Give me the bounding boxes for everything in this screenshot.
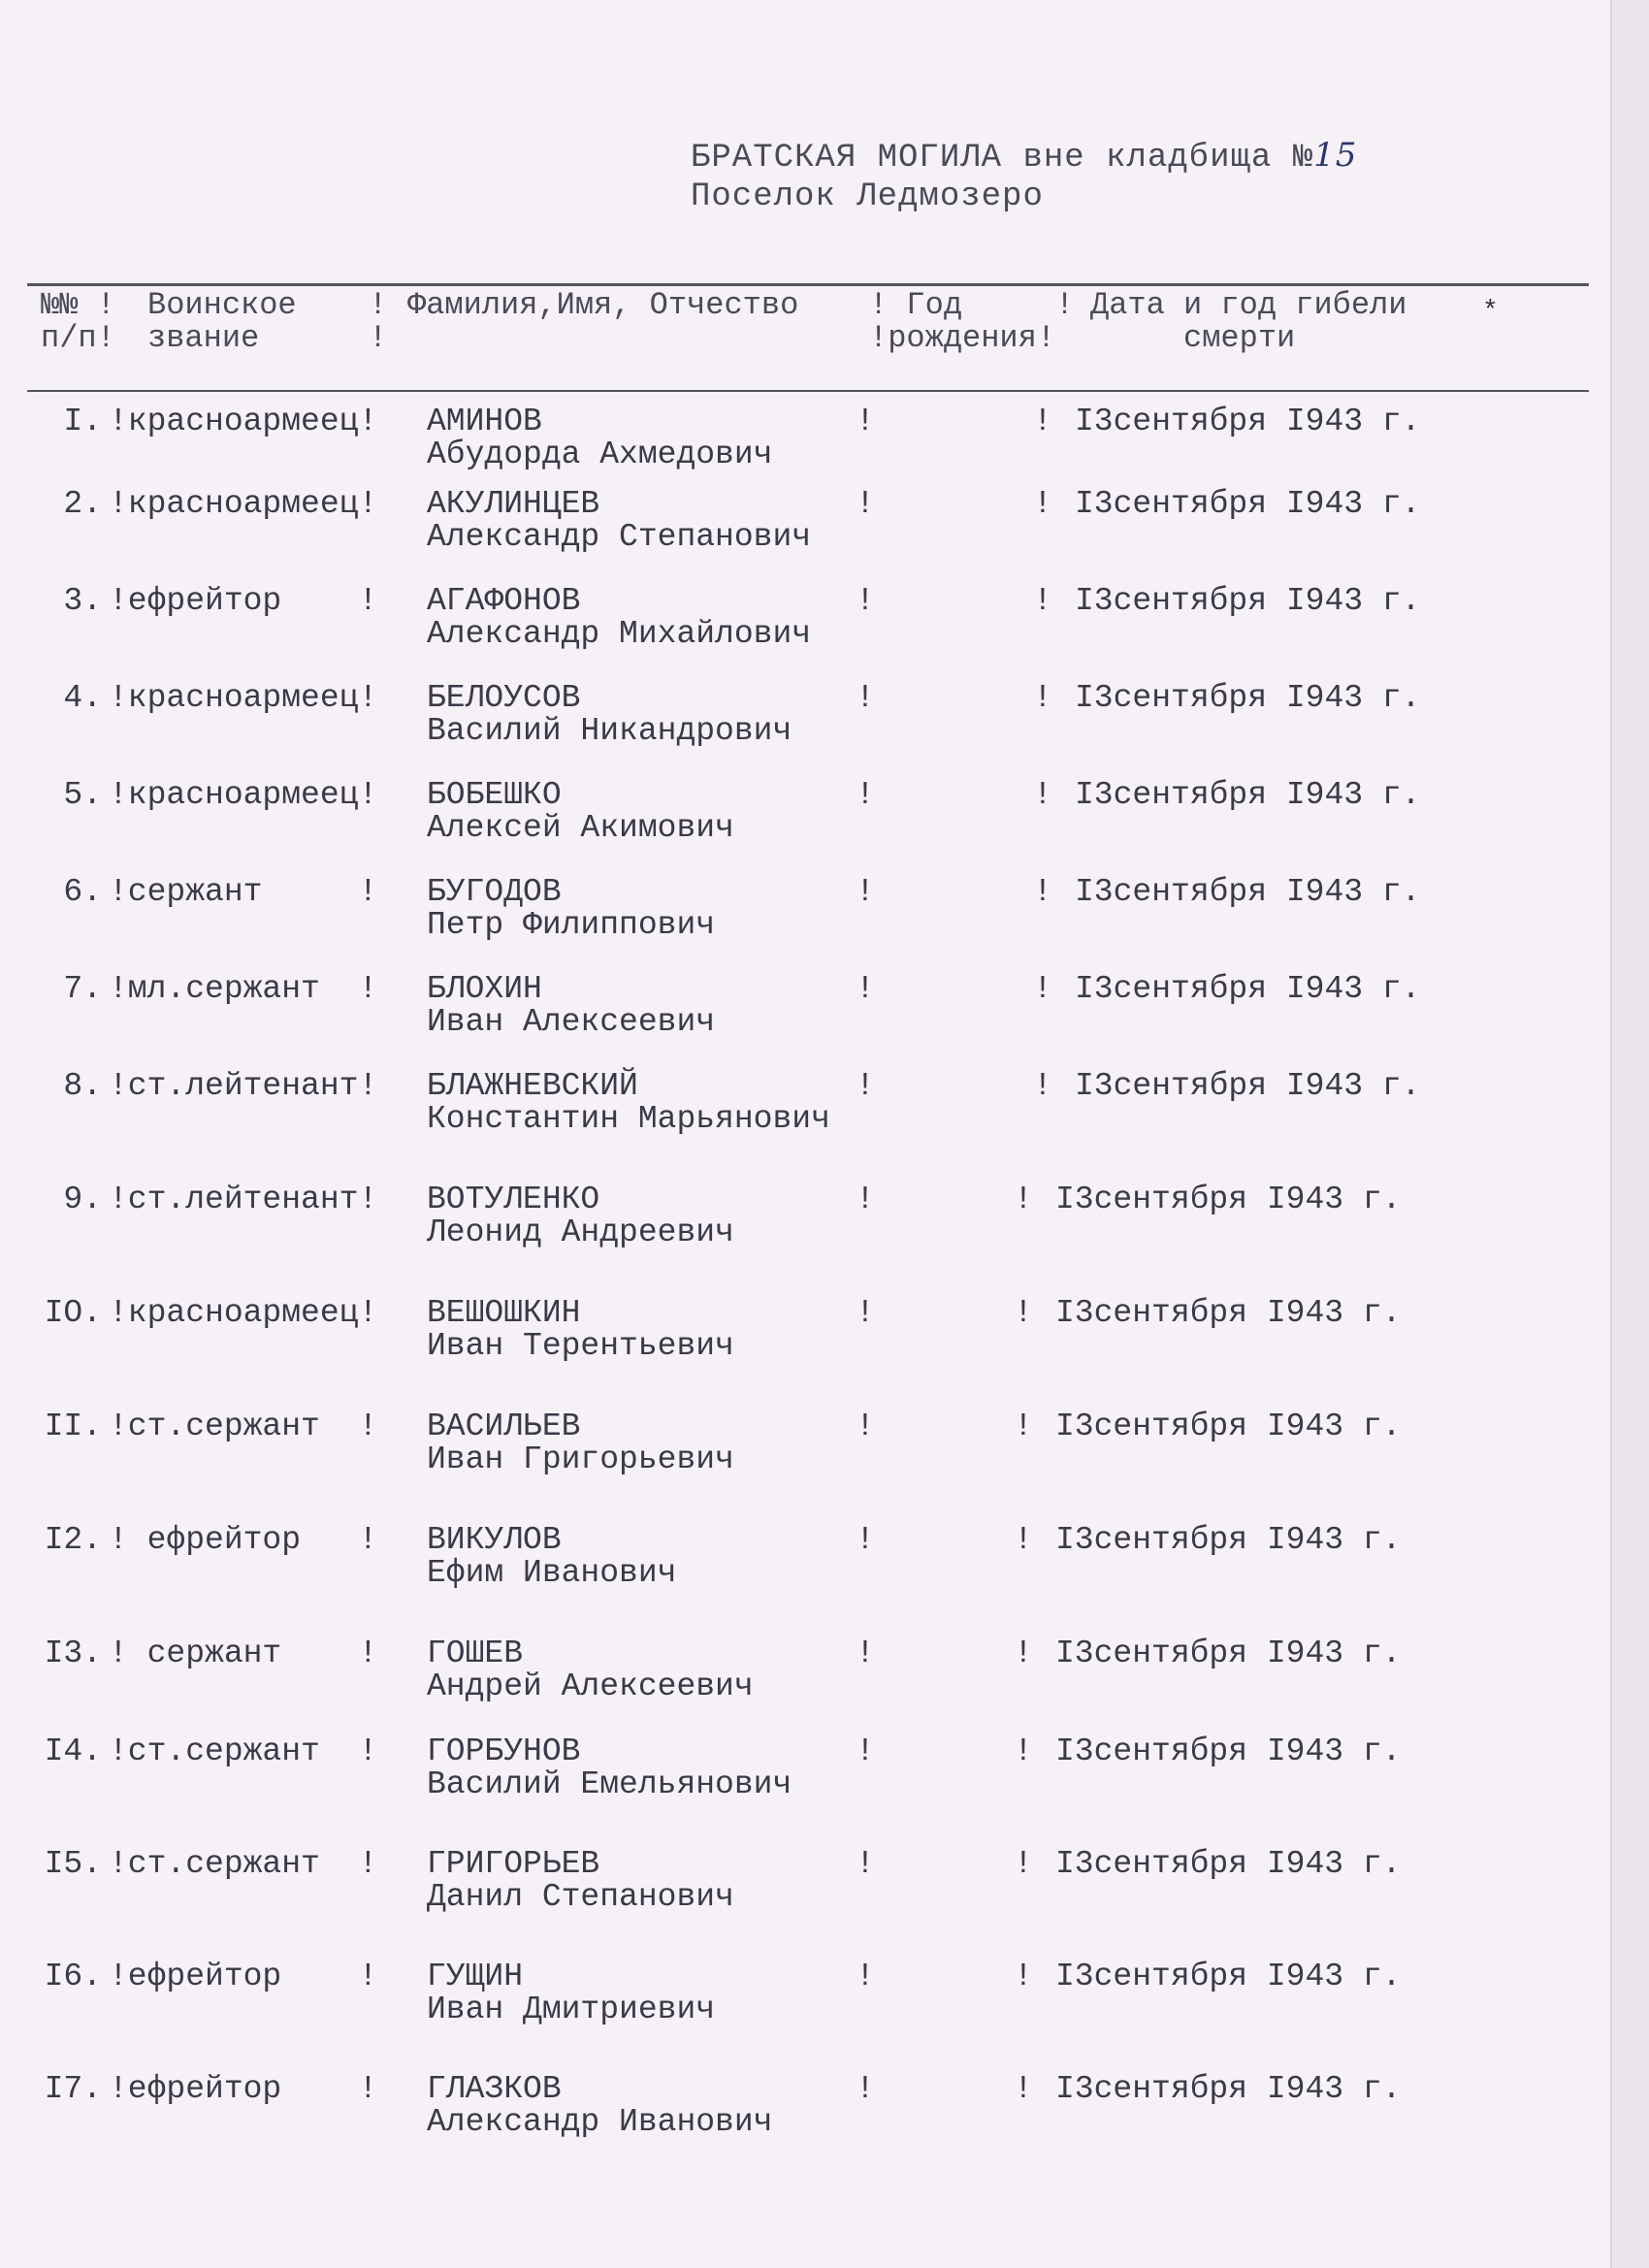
header-death-date: Дата и год гибели смерти: [1090, 287, 1407, 356]
row-given-names: Константин Марьянович: [427, 1101, 830, 1137]
header-bottom-rule: [27, 390, 1589, 392]
column-separator: !: [856, 777, 875, 813]
table-row: [0, 1410, 1610, 1498]
column-separator: !: [1033, 971, 1052, 1007]
column-separator: !: [856, 1182, 875, 1217]
row-surname: АМИНОВ: [427, 404, 542, 439]
margin-mark: *: [1482, 297, 1499, 327]
column-separator: !: [856, 680, 875, 716]
row-number: IO.: [44, 1295, 102, 1331]
row-surname: ВЕШОШКИН: [427, 1295, 581, 1331]
row-surname: ГЛАЗКОВ: [427, 2071, 562, 2107]
row-surname: ГОРБУНОВ: [427, 1733, 581, 1769]
row-number: I.: [63, 404, 102, 439]
table-row: [0, 876, 1610, 963]
header-full-name: Фамилия,Имя, Отчество: [407, 287, 799, 323]
scanner-edge: [1610, 0, 1649, 2268]
row-surname: БЛАЖНЕВСКИЙ: [427, 1068, 638, 1104]
column-separator: !: [1033, 874, 1052, 910]
row-rank: !ст.сержант !: [109, 1409, 378, 1444]
row-number: I7.: [44, 2071, 102, 2107]
row-given-names: Василий Никандрович: [427, 713, 792, 749]
row-surname: БУГОДОВ: [427, 874, 562, 910]
row-number: II.: [44, 1409, 102, 1444]
row-death-date: I3сентября I943 г.: [1075, 583, 1421, 619]
column-separator: !: [856, 1959, 875, 1994]
row-number: 8.: [63, 1068, 102, 1104]
row-given-names: Андрей Алексеевич: [427, 1669, 754, 1704]
column-separator: !: [1014, 1636, 1033, 1671]
row-death-date: I3сентября I943 г.: [1075, 777, 1421, 813]
column-separator: !: [1014, 2071, 1033, 2107]
column-separator: !: [856, 2071, 875, 2107]
row-rank: !ст.лейтенант!: [109, 1182, 378, 1217]
column-separator: !: [1014, 1846, 1033, 1882]
title-line-2: Поселок Ледмозеро: [691, 178, 1044, 215]
row-death-date: I3сентября I943 г.: [1075, 971, 1421, 1007]
column-separator: !: [1014, 1409, 1033, 1444]
row-rank: !ефрейтор !: [109, 2071, 378, 2107]
document-title: [691, 136, 1357, 216]
row-rank: !красноармеец!: [109, 1295, 378, 1331]
column-separator: !: [856, 1295, 875, 1331]
row-rank: !красноармеец!: [109, 404, 378, 439]
column-separator: !: [1033, 404, 1052, 439]
row-death-date: I3сентября I943 г.: [1075, 1068, 1421, 1104]
row-surname: БЕЛОУСОВ: [427, 680, 581, 716]
table-row: [0, 585, 1610, 672]
row-surname: ГУЩИН: [427, 1959, 524, 1994]
column-separator: !: [856, 1846, 875, 1882]
column-separator: !: [856, 1068, 875, 1104]
row-surname: АКУЛИНЦЕВ: [427, 486, 600, 522]
row-rank: !ефрейтор !: [109, 583, 378, 619]
table-row: [0, 1848, 1610, 1935]
row-number: I2.: [44, 1522, 102, 1558]
row-surname: ГОШЕВ: [427, 1636, 524, 1671]
column-separator: !: [856, 486, 875, 522]
table-row: [0, 1183, 1610, 1271]
row-rank: !ст.сержант !: [109, 1846, 378, 1882]
row-given-names: Иван Алексеевич: [427, 1004, 716, 1040]
header-top-rule: [27, 283, 1589, 286]
row-rank: !мл.сержант !: [109, 971, 378, 1007]
row-number: I5.: [44, 1846, 102, 1882]
row-surname: ВОТУЛЕНКО: [427, 1182, 600, 1217]
row-surname: ГРИГОРЬЕВ: [427, 1846, 600, 1882]
column-separator: !: [856, 1733, 875, 1769]
column-separator: !: [1033, 1068, 1052, 1104]
column-separator: !: [856, 583, 875, 619]
header-rank: Воинское звание: [147, 287, 297, 356]
row-death-date: I3сентября I943 г.: [1075, 404, 1421, 439]
column-separator: !: [1033, 583, 1052, 619]
row-given-names: Леонид Андреевич: [427, 1215, 734, 1250]
table-row: [0, 1637, 1610, 1725]
row-surname: АГАФОНОВ: [427, 583, 581, 619]
row-given-names: Иван Григорьевич: [427, 1442, 734, 1477]
row-number: 9.: [63, 1182, 102, 1217]
row-surname: БЛОХИН: [427, 971, 542, 1007]
row-number: 7.: [63, 971, 102, 1007]
table-row: [0, 1960, 1610, 2048]
row-death-date: I3сентября I943 г.: [1055, 1846, 1402, 1882]
row-number: I3.: [44, 1636, 102, 1671]
row-death-date: I3сентября I943 г.: [1055, 1959, 1402, 1994]
row-death-date: I3сентября I943 г.: [1055, 2071, 1402, 2107]
row-surname: БОБЕШКО: [427, 777, 562, 813]
row-death-date: I3сентября I943 г.: [1075, 680, 1421, 716]
row-given-names: Василий Емельянович: [427, 1766, 792, 1802]
title-line-1: БРАТСКАЯ МОГИЛА вне кладбища №: [691, 140, 1314, 177]
column-separator: !: [856, 1409, 875, 1444]
column-separator: !: [1033, 486, 1052, 522]
row-given-names: Ефим Иванович: [427, 1555, 677, 1591]
column-separator: !: [856, 1522, 875, 1558]
row-given-names: Александр Михайлович: [427, 616, 812, 652]
row-rank: !ст.сержант !: [109, 1733, 378, 1769]
column-separator: !: [1014, 1733, 1033, 1769]
row-rank: ! ефрейтор !: [109, 1522, 378, 1558]
row-death-date: I3сентября I943 г.: [1055, 1182, 1402, 1217]
row-given-names: Петр Филиппович: [427, 907, 716, 943]
column-separator: !: [856, 404, 875, 439]
row-given-names: Абудорда Ахмедович: [427, 437, 773, 472]
table-row: [0, 1297, 1610, 1384]
row-number: 2.: [63, 486, 102, 522]
row-number: I6.: [44, 1959, 102, 1994]
row-death-date: I3сентября I943 г.: [1075, 874, 1421, 910]
row-rank: !сержант !: [109, 874, 378, 910]
row-given-names: Иван Терентьевич: [427, 1328, 734, 1364]
table-row: [0, 2073, 1610, 2160]
row-given-names: Алексей Акимович: [427, 810, 734, 846]
table-row: [0, 1070, 1610, 1157]
row-surname: ВАСИЛЬЕВ: [427, 1409, 581, 1444]
row-death-date: I3сентября I943 г.: [1055, 1636, 1402, 1671]
row-death-date: I3сентября I943 г.: [1075, 486, 1421, 522]
row-number: 5.: [63, 777, 102, 813]
column-separator: !: [1014, 1522, 1033, 1558]
row-given-names: Александр Степанович: [427, 519, 812, 555]
row-rank: !ефрейтор !: [109, 1959, 378, 1994]
row-given-names: Александр Иванович: [427, 2104, 773, 2140]
row-rank: !красноармеец!: [109, 680, 378, 716]
table-row: [0, 973, 1610, 1060]
header-number: №№ ! п/п!: [41, 287, 115, 356]
row-death-date: I3сентября I943 г.: [1055, 1733, 1402, 1769]
row-given-names: Данил Степанович: [427, 1879, 734, 1915]
row-number: I4.: [44, 1733, 102, 1769]
header-separator-2: !: [1055, 287, 1075, 323]
table-row: [0, 779, 1610, 866]
row-rank: ! сержант !: [109, 1636, 378, 1671]
handwritten-grave-number: 15: [1313, 136, 1358, 175]
row-surname: ВИКУЛОВ: [427, 1522, 562, 1558]
column-separator: !: [1014, 1295, 1033, 1331]
row-number: 4.: [63, 680, 102, 716]
row-rank: !красноармеец!: [109, 486, 378, 522]
row-death-date: I3сентября I943 г.: [1055, 1295, 1402, 1331]
column-separator: !: [1033, 777, 1052, 813]
column-separator: !: [1033, 680, 1052, 716]
table-row: [0, 405, 1610, 493]
row-rank: !красноармеец!: [109, 777, 378, 813]
table-row: [0, 488, 1610, 575]
row-number: 3.: [63, 583, 102, 619]
table-row: [0, 682, 1610, 769]
header-birth-year: ! Год !рождения!: [869, 287, 1056, 356]
table-row: [0, 1735, 1610, 1823]
row-rank: !ст.лейтенант!: [109, 1068, 378, 1104]
column-separator: !: [856, 1636, 875, 1671]
column-separator: !: [1014, 1959, 1033, 1994]
column-separator: !: [1014, 1182, 1033, 1217]
row-number: 6.: [63, 874, 102, 910]
column-separator: !: [856, 874, 875, 910]
row-given-names: Иван Дмитриевич: [427, 1992, 716, 2027]
column-separator: !: [856, 971, 875, 1007]
table-row: [0, 1524, 1610, 1611]
row-death-date: I3сентября I943 г.: [1055, 1522, 1402, 1558]
row-death-date: I3сентября I943 г.: [1055, 1409, 1402, 1444]
header-separator: ! !: [369, 287, 388, 356]
